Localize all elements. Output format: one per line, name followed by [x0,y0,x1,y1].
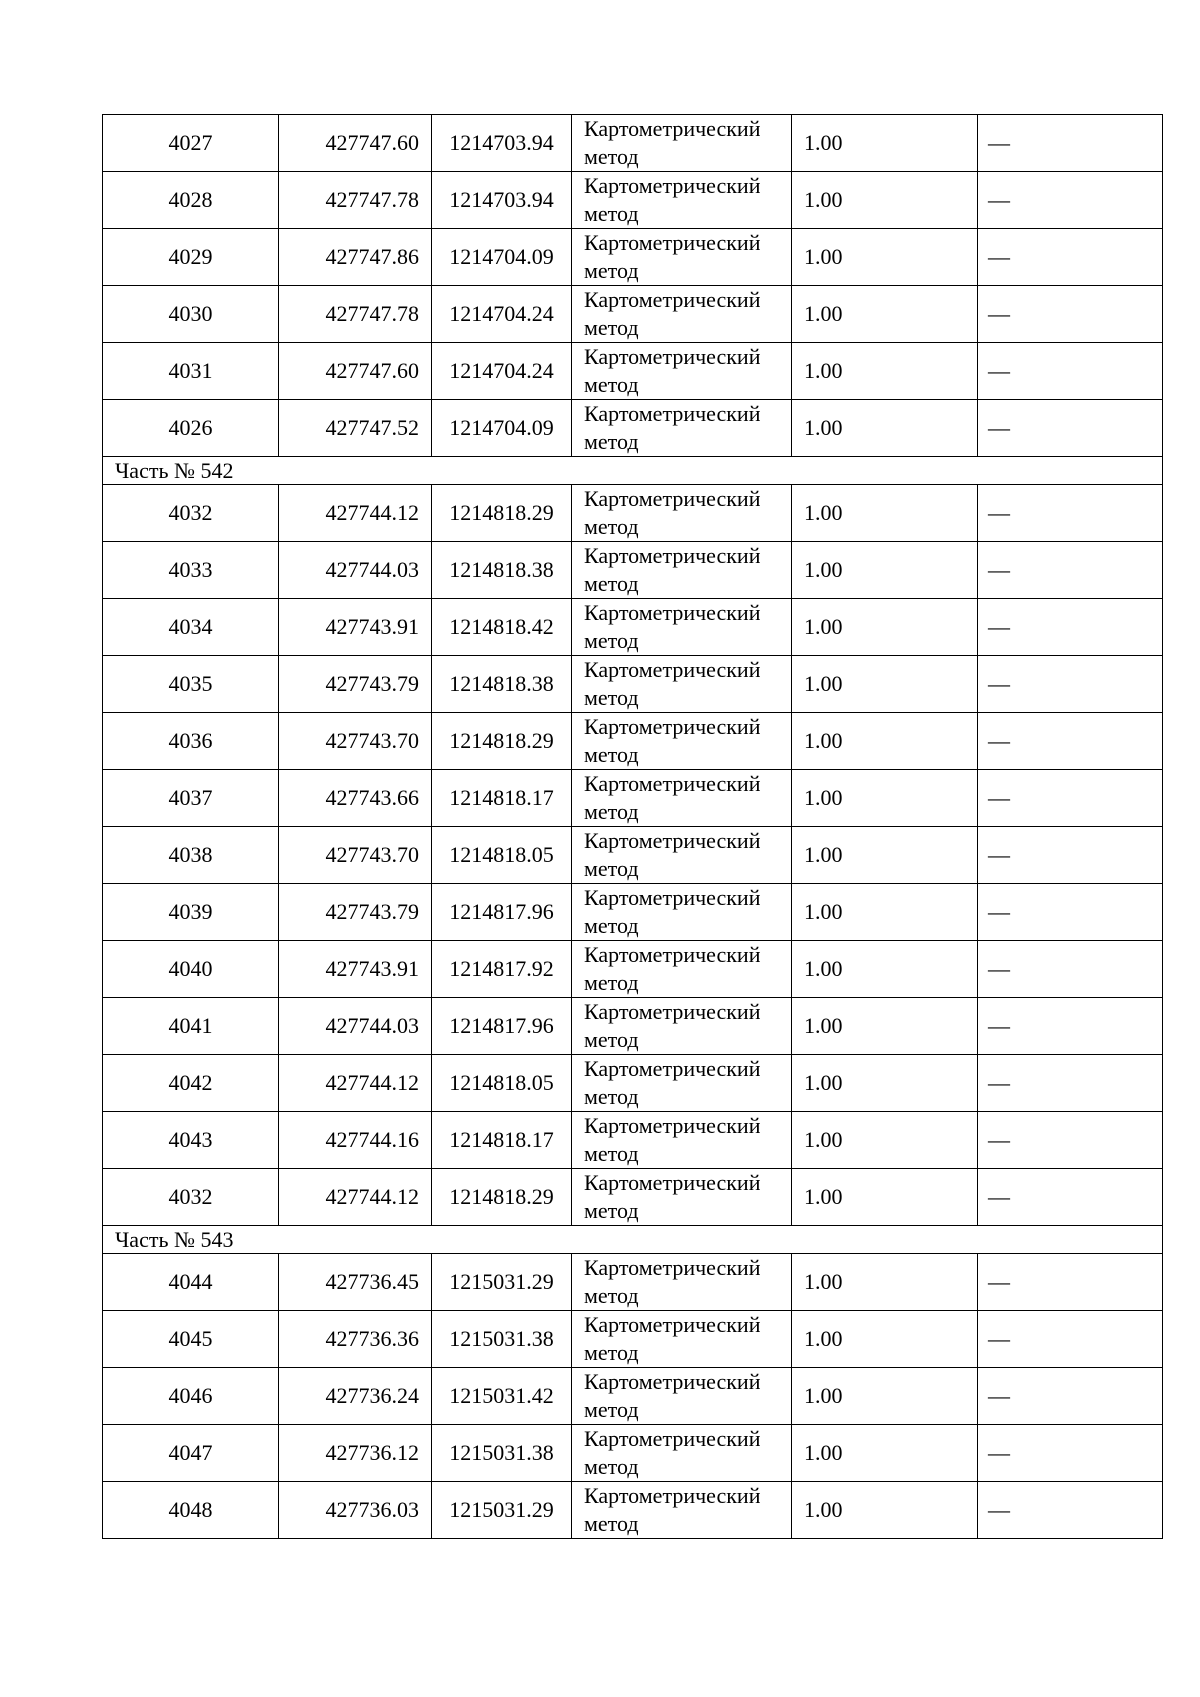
extra-cell: — [978,713,1163,770]
point-number-cell: 4034 [103,599,279,656]
table-row [103,1425,1163,1482]
accuracy-cell: 1.00 [792,998,978,1055]
accuracy-cell: 1.00 [792,115,978,172]
x-coordinate-cell: 427743.70 [279,713,432,770]
method-cell [572,998,792,1055]
x-coordinate-cell: 427747.86 [279,229,432,286]
accuracy-cell: 1.00 [792,1482,978,1539]
accuracy-cell: 1.00 [792,1311,978,1368]
extra-cell: — [978,1112,1163,1169]
method-cell [572,827,792,884]
accuracy-cell: 1.00 [792,827,978,884]
method-line: Картометрический [584,1056,761,1081]
y-coordinate-cell: 1214704.24 [432,286,572,343]
extra-cell: — [978,542,1163,599]
extra-cell: — [978,1425,1163,1482]
point-number-cell: 4035 [103,656,279,713]
x-coordinate-cell: 427743.70 [279,827,432,884]
section-title: Часть № 542 [103,457,1163,485]
point-number-cell: 4047 [103,1425,279,1482]
point-number-cell: 4032 [103,1169,279,1226]
point-number-cell: 4031 [103,343,279,400]
method-line: метод [584,144,639,169]
point-number-cell: 4040 [103,941,279,998]
method-line: метод [584,514,639,539]
section-header-row [103,1226,1163,1254]
method-cell [572,1112,792,1169]
point-number-cell: 4029 [103,229,279,286]
method-line: метод [584,1198,639,1223]
y-coordinate-cell: 1215031.38 [432,1311,572,1368]
accuracy-cell: 1.00 [792,713,978,770]
accuracy-cell: 1.00 [792,172,978,229]
extra-cell: — [978,400,1163,457]
table-row [103,343,1163,400]
method-cell [572,343,792,400]
method-line: Картометрический [584,1113,761,1138]
accuracy-cell: 1.00 [792,884,978,941]
method-line: Картометрический [584,1426,761,1451]
point-number-cell: 4030 [103,286,279,343]
accuracy-cell: 1.00 [792,941,978,998]
y-coordinate-cell: 1214818.29 [432,1169,572,1226]
x-coordinate-cell: 427736.12 [279,1425,432,1482]
method-cell [572,599,792,656]
method-line: Картометрический [584,543,761,568]
method-cell [572,286,792,343]
extra-cell: — [978,115,1163,172]
point-number-cell: 4043 [103,1112,279,1169]
accuracy-cell: 1.00 [792,542,978,599]
table-row [103,1055,1163,1112]
table-row [103,770,1163,827]
accuracy-cell: 1.00 [792,286,978,343]
x-coordinate-cell: 427744.12 [279,485,432,542]
table-row [103,1311,1163,1368]
method-line: метод [584,1454,639,1479]
y-coordinate-cell: 1215031.29 [432,1254,572,1311]
x-coordinate-cell: 427743.79 [279,656,432,713]
method-line: Картометрический [584,344,761,369]
extra-cell: — [978,827,1163,884]
y-coordinate-cell: 1214818.38 [432,542,572,599]
section-header-row [103,457,1163,485]
method-cell [572,656,792,713]
accuracy-cell: 1.00 [792,1368,978,1425]
accuracy-cell: 1.00 [792,229,978,286]
y-coordinate-cell: 1215031.29 [432,1482,572,1539]
table-row [103,400,1163,457]
table-row [103,115,1163,172]
point-number-cell: 4042 [103,1055,279,1112]
point-number-cell: 4046 [103,1368,279,1425]
extra-cell: — [978,941,1163,998]
x-coordinate-cell: 427743.66 [279,770,432,827]
method-cell [572,229,792,286]
method-line: метод [584,1084,639,1109]
accuracy-cell: 1.00 [792,770,978,827]
point-number-cell: 4044 [103,1254,279,1311]
method-line: метод [584,628,639,653]
table-row [103,1112,1163,1169]
method-line: метод [584,913,639,938]
method-cell [572,115,792,172]
extra-cell: — [978,172,1163,229]
method-cell [572,713,792,770]
x-coordinate-cell: 427743.79 [279,884,432,941]
x-coordinate-cell: 427744.03 [279,542,432,599]
point-number-cell: 4037 [103,770,279,827]
table-row [103,884,1163,941]
method-line: Картометрический [584,1483,761,1508]
method-cell [572,172,792,229]
y-coordinate-cell: 1214818.29 [432,485,572,542]
extra-cell: — [978,343,1163,400]
point-number-cell: 4036 [103,713,279,770]
table-row [103,1254,1163,1311]
table-row [103,485,1163,542]
point-number-cell: 4028 [103,172,279,229]
method-line: метод [584,201,639,226]
method-line: Картометрический [584,486,761,511]
method-line: метод [584,1141,639,1166]
y-coordinate-cell: 1214818.05 [432,827,572,884]
extra-cell: — [978,656,1163,713]
table-row [103,713,1163,770]
method-cell [572,542,792,599]
x-coordinate-cell: 427747.78 [279,286,432,343]
table-row [103,1169,1163,1226]
method-line: Картометрический [584,1170,761,1195]
extra-cell: — [978,1254,1163,1311]
point-number-cell: 4038 [103,827,279,884]
extra-cell: — [978,1169,1163,1226]
coordinates-table [102,114,1163,1539]
point-number-cell: 4039 [103,884,279,941]
extra-cell: — [978,770,1163,827]
method-cell [572,941,792,998]
method-line: метод [584,1397,639,1422]
extra-cell: — [978,286,1163,343]
table-row [103,827,1163,884]
accuracy-cell: 1.00 [792,400,978,457]
method-line: Картометрический [584,999,761,1024]
method-cell [572,1311,792,1368]
method-line: Картометрический [584,173,761,198]
y-coordinate-cell: 1214817.92 [432,941,572,998]
method-cell [572,400,792,457]
table-row [103,998,1163,1055]
y-coordinate-cell: 1214703.94 [432,172,572,229]
accuracy-cell: 1.00 [792,1425,978,1482]
method-line: метод [584,742,639,767]
method-line: метод [584,372,639,397]
method-line: метод [584,1283,639,1308]
x-coordinate-cell: 427744.12 [279,1169,432,1226]
method-cell [572,1368,792,1425]
extra-cell: — [978,1055,1163,1112]
accuracy-cell: 1.00 [792,1254,978,1311]
point-number-cell: 4041 [103,998,279,1055]
y-coordinate-cell: 1214818.05 [432,1055,572,1112]
x-coordinate-cell: 427747.52 [279,400,432,457]
point-number-cell: 4045 [103,1311,279,1368]
accuracy-cell: 1.00 [792,485,978,542]
method-cell [572,770,792,827]
point-number-cell: 4033 [103,542,279,599]
x-coordinate-cell: 427743.91 [279,599,432,656]
x-coordinate-cell: 427736.45 [279,1254,432,1311]
point-number-cell: 4048 [103,1482,279,1539]
x-coordinate-cell: 427744.12 [279,1055,432,1112]
method-line: метод [584,970,639,995]
y-coordinate-cell: 1214703.94 [432,115,572,172]
extra-cell: — [978,1368,1163,1425]
method-line: Картометрический [584,401,761,426]
table-row [103,542,1163,599]
method-line: Картометрический [584,1255,761,1280]
table-row [103,656,1163,713]
method-line: Картометрический [584,1369,761,1394]
method-line: Картометрический [584,942,761,967]
extra-cell: — [978,485,1163,542]
method-line: Картометрический [584,600,761,625]
table-row [103,941,1163,998]
y-coordinate-cell: 1214704.24 [432,343,572,400]
x-coordinate-cell: 427736.03 [279,1482,432,1539]
method-line: Картометрический [584,657,761,682]
extra-cell: — [978,1482,1163,1539]
accuracy-cell: 1.00 [792,1112,978,1169]
method-line: Картометрический [584,885,761,910]
x-coordinate-cell: 427747.60 [279,343,432,400]
method-cell [572,485,792,542]
x-coordinate-cell: 427744.03 [279,998,432,1055]
x-coordinate-cell: 427747.60 [279,115,432,172]
method-line: метод [584,315,639,340]
method-line: Картометрический [584,230,761,255]
method-line: Картометрический [584,828,761,853]
accuracy-cell: 1.00 [792,656,978,713]
accuracy-cell: 1.00 [792,343,978,400]
point-number-cell: 4026 [103,400,279,457]
y-coordinate-cell: 1214818.38 [432,656,572,713]
method-cell [572,1055,792,1112]
extra-cell: — [978,998,1163,1055]
table-row [103,1482,1163,1539]
accuracy-cell: 1.00 [792,1055,978,1112]
method-line: метод [584,1027,639,1052]
extra-cell: — [978,1311,1163,1368]
method-line: метод [584,856,639,881]
method-line: метод [584,571,639,596]
y-coordinate-cell: 1214818.42 [432,599,572,656]
method-line: Картометрический [584,1312,761,1337]
method-cell [572,1425,792,1482]
y-coordinate-cell: 1214704.09 [432,229,572,286]
table-row [103,1368,1163,1425]
accuracy-cell: 1.00 [792,599,978,656]
table-row [103,229,1163,286]
x-coordinate-cell: 427736.24 [279,1368,432,1425]
method-line: метод [584,429,639,454]
table-row [103,172,1163,229]
x-coordinate-cell: 427744.16 [279,1112,432,1169]
table-row [103,286,1163,343]
point-number-cell: 4027 [103,115,279,172]
extra-cell: — [978,884,1163,941]
method-line: метод [584,799,639,824]
method-cell [572,1169,792,1226]
method-line: метод [584,1511,639,1536]
method-line: метод [584,1340,639,1365]
y-coordinate-cell: 1214817.96 [432,998,572,1055]
x-coordinate-cell: 427747.78 [279,172,432,229]
point-number-cell: 4032 [103,485,279,542]
y-coordinate-cell: 1214818.29 [432,713,572,770]
y-coordinate-cell: 1214818.17 [432,1112,572,1169]
extra-cell: — [978,229,1163,286]
method-line: Картометрический [584,287,761,312]
method-line: Картометрический [584,771,761,796]
table-row [103,599,1163,656]
method-cell [572,1254,792,1311]
x-coordinate-cell: 427743.91 [279,941,432,998]
y-coordinate-cell: 1215031.42 [432,1368,572,1425]
section-title: Часть № 543 [103,1226,1163,1254]
y-coordinate-cell: 1215031.38 [432,1425,572,1482]
method-line: метод [584,258,639,283]
method-cell [572,1482,792,1539]
extra-cell: — [978,599,1163,656]
y-coordinate-cell: 1214817.96 [432,884,572,941]
method-cell [572,884,792,941]
y-coordinate-cell: 1214704.09 [432,400,572,457]
method-line: Картометрический [584,116,761,141]
x-coordinate-cell: 427736.36 [279,1311,432,1368]
y-coordinate-cell: 1214818.17 [432,770,572,827]
method-line: метод [584,685,639,710]
accuracy-cell: 1.00 [792,1169,978,1226]
method-line: Картометрический [584,714,761,739]
